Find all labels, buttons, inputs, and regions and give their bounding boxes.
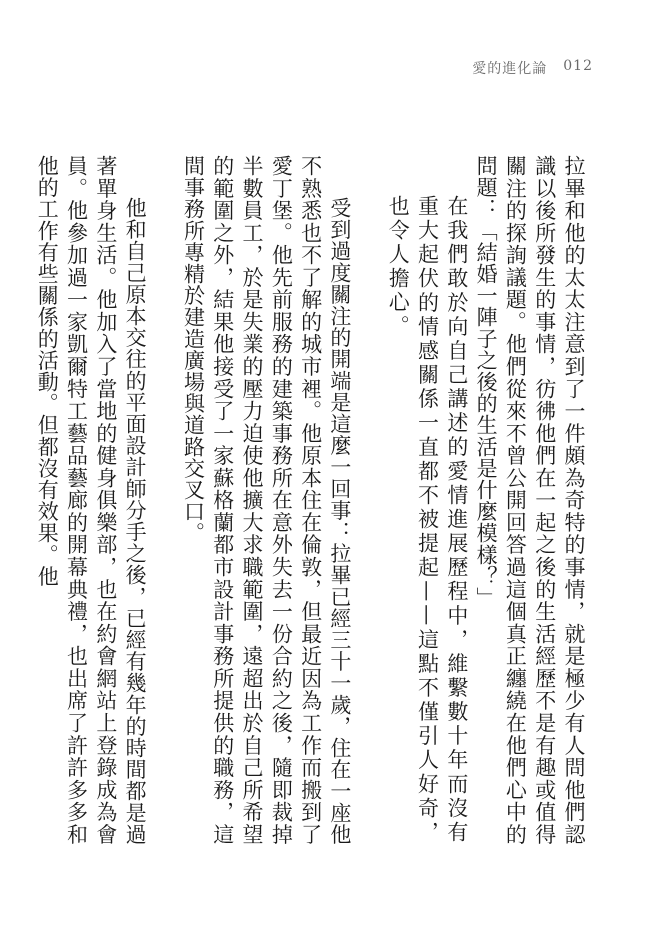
page-number: 012 bbox=[563, 58, 593, 74]
paragraph: 受到過度關注的開端是這麼一回事：拉畢已經三十一歲，住在一座他不熟悉也不了解的城市裡。他原本住在倫敦，但最近因為工作而搬到了愛丁堡。他先前服務的建築事務所在意外失去一份合約之後，隨即裁掉半數員工，於是失業的壓力迫使他擴大求職範圍，遠超出於自己所希望的範圍之外，結果他接受了一家蘇格蘭都市設計事務所提供的職務，這間事務所專精於建造廣場與道路交叉口。 bbox=[181, 155, 352, 845]
pull-quote: 在我們敢於向自己講述的愛情進展歷程中，維繫數十年而沒有重大起伏的情感關係一直都不被提起——這點不僅引人好奇，也令人擔心。 bbox=[386, 195, 469, 845]
paragraph-continued: 拉畢和他的太太注意到了一件頗為奇特的事情，就是極少有人問他們認識以後所發生的事情，彷彿他們在一起之後的生活經歷不是有趣或值得關注的探詢議題。他們從來不曾公開回答過這個真正纏繞在他們心中的問題：「結婚一陣子之後的生活是什麼模樣？」 bbox=[474, 155, 586, 845]
running-header bbox=[472, 58, 593, 78]
paragraph: 他和自己原本交往的平面設計師分手之後，已經有幾年的時間都是過著單身生活。他加入了當地的健身俱樂部，也在約會網站上登錄成為會員。他參加過一家凱爾特工藝品藝廊的開幕典禮，也出席了許許多多和他的工作有些關係的活動。但都沒有效果。他 bbox=[35, 155, 148, 845]
body-text bbox=[32, 155, 588, 845]
book-title: 愛的進化論 bbox=[472, 61, 548, 77]
